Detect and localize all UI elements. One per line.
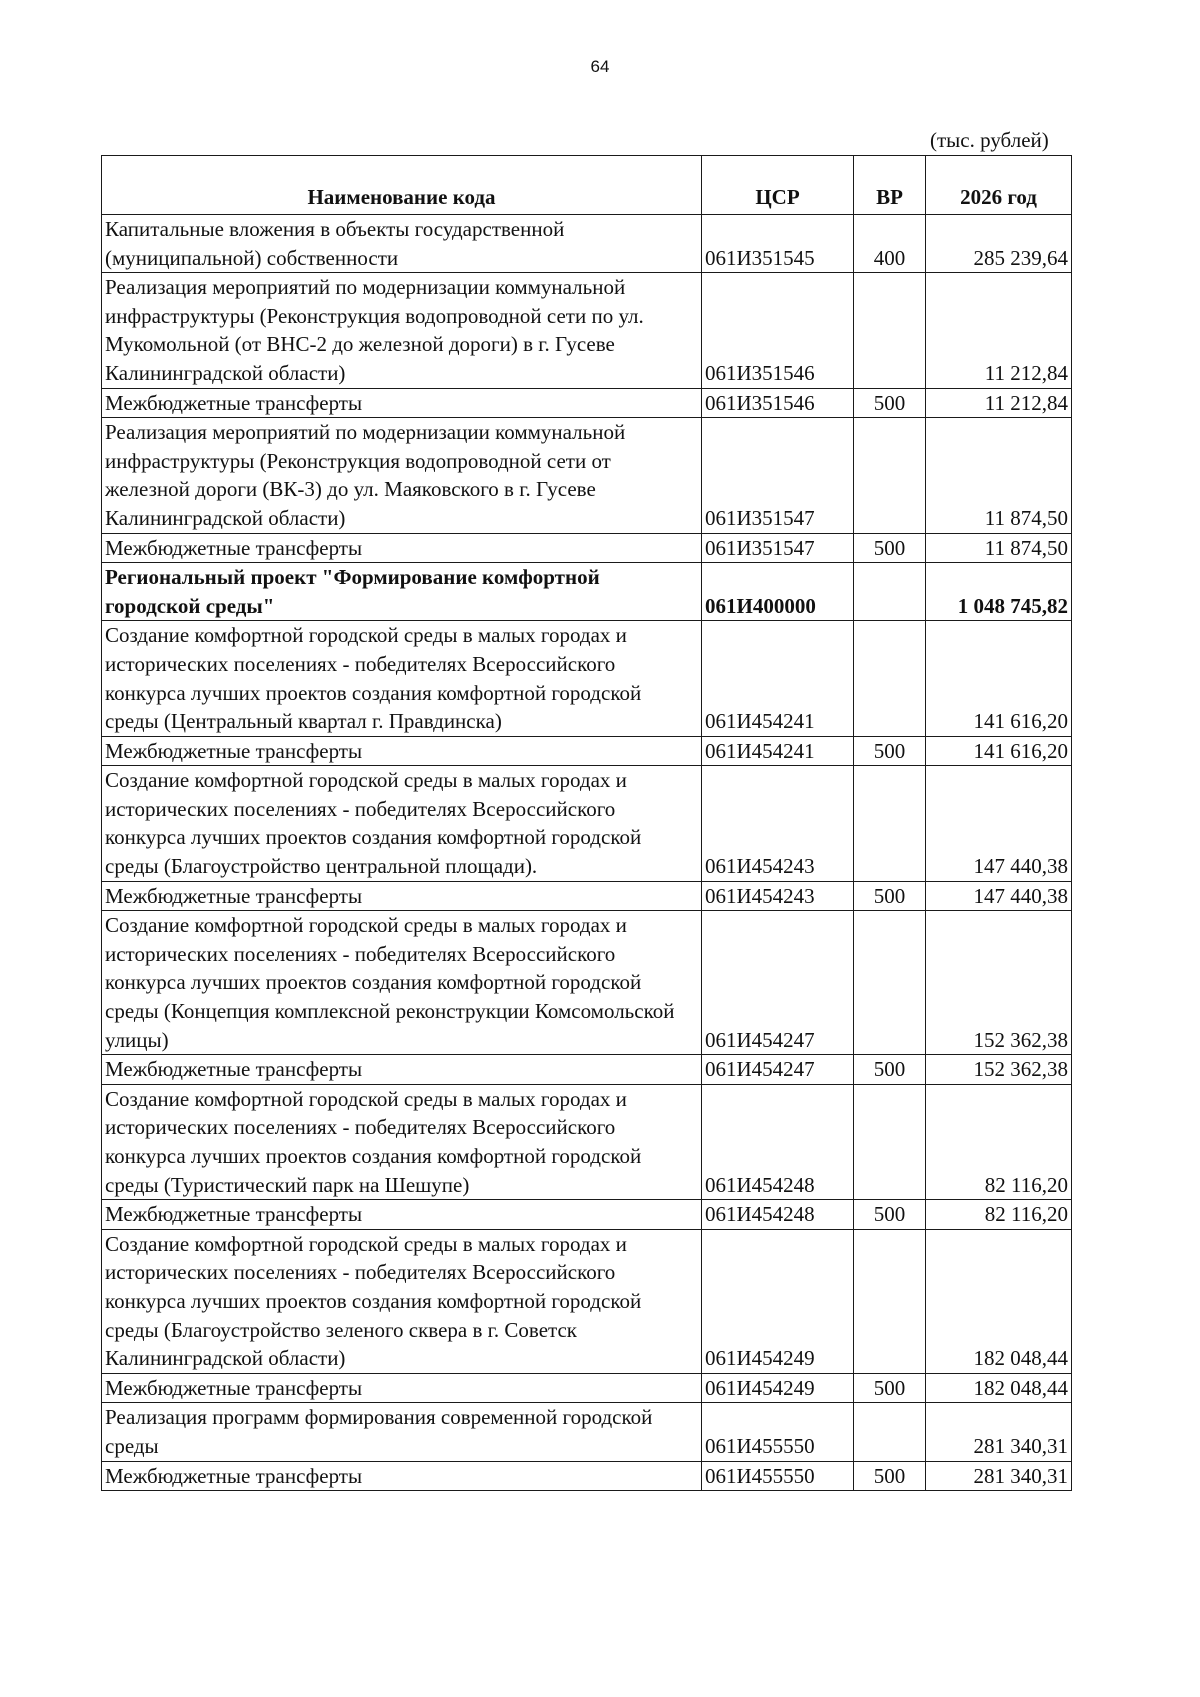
- table-row: [102, 533, 1072, 563]
- row-csr: 061И454241: [702, 621, 854, 736]
- row-amount: 285 239,64: [926, 215, 1072, 273]
- table-row: [102, 563, 1072, 621]
- row-amount: 147 440,38: [926, 881, 1072, 911]
- row-name: Создание комфортной городской среды в малых городах и исторических поселениях - победителях Всероссийского конкурса лучших проектов создания комфортной городской среды (Благоустройство центральной площади).: [102, 766, 702, 881]
- row-csr: 061И351545: [702, 215, 854, 273]
- table-row: [102, 1229, 1072, 1373]
- row-csr: 061И400000: [702, 563, 854, 621]
- row-name: Межбюджетные трансферты: [102, 736, 702, 766]
- row-vr: 500: [854, 533, 926, 563]
- row-amount: 82 116,20: [926, 1084, 1072, 1199]
- row-csr: 061И454241: [702, 736, 854, 766]
- row-name: Межбюджетные трансферты: [102, 1055, 702, 1085]
- row-name: Реализация мероприятий по модернизации коммунальной инфраструктуры (Реконструкция водопроводной сети от железной дороги (ВК-3) до ул. Маяковского в г. Гусеве Калининградской области): [102, 418, 702, 533]
- table-row: [102, 273, 1072, 388]
- row-vr: 500: [854, 388, 926, 418]
- row-vr: [854, 1403, 926, 1461]
- row-vr: [854, 418, 926, 533]
- row-amount: 182 048,44: [926, 1373, 1072, 1403]
- row-csr: 061И454248: [702, 1084, 854, 1199]
- table-row: [102, 388, 1072, 418]
- row-name: Создание комфортной городской среды в малых городах и исторических поселениях - победителях Всероссийского конкурса лучших проектов создания комфортной городской среды (Благоустройство зеленого сквера в г. Советск Калининградской области): [102, 1229, 702, 1373]
- table-row: [102, 1373, 1072, 1403]
- row-vr: 500: [854, 1373, 926, 1403]
- row-name: Межбюджетные трансферты: [102, 881, 702, 911]
- table-row: [102, 1055, 1072, 1085]
- row-amount: 11 212,84: [926, 388, 1072, 418]
- header-name: Наименование кода: [102, 156, 702, 215]
- row-csr: 061И351546: [702, 273, 854, 388]
- row-amount: 281 340,31: [926, 1403, 1072, 1461]
- row-amount: 141 616,20: [926, 621, 1072, 736]
- row-amount: 141 616,20: [926, 736, 1072, 766]
- row-amount: 82 116,20: [926, 1200, 1072, 1230]
- row-csr: 061И454247: [702, 911, 854, 1055]
- page-number: 64: [590, 57, 610, 76]
- row-vr: [854, 273, 926, 388]
- header-amount: 2026 год: [926, 156, 1072, 215]
- row-csr: 061И454249: [702, 1373, 854, 1403]
- table-row: [102, 418, 1072, 533]
- row-csr: 061И351547: [702, 418, 854, 533]
- row-name: Реализация мероприятий по модернизации коммунальной инфраструктуры (Реконструкция водопроводной сети по ул. Мукомольной (от ВНС-2 до железной дороги) в г. Гусеве Калининградской области): [102, 273, 702, 388]
- row-name: Создание комфортной городской среды в малых городах и исторических поселениях - победителях Всероссийского конкурса лучших проектов создания комфортной городской среды (Центральный квартал г. Правдинска): [102, 621, 702, 736]
- table-row: [102, 1403, 1072, 1461]
- row-name: Капитальные вложения в объекты государственной (муниципальной) собственности: [102, 215, 702, 273]
- row-vr: 500: [854, 736, 926, 766]
- row-vr: 500: [854, 1200, 926, 1230]
- table-row: [102, 1461, 1072, 1491]
- units-label: (тыс. рублей): [930, 128, 1049, 152]
- row-vr: 500: [854, 1461, 926, 1491]
- row-csr: 061И454243: [702, 881, 854, 911]
- row-vr: [854, 563, 926, 621]
- row-name: Межбюджетные трансферты: [102, 1200, 702, 1230]
- table-row: [102, 621, 1072, 736]
- row-csr: 061И455550: [702, 1461, 854, 1491]
- row-vr: 500: [854, 1055, 926, 1085]
- budget-table: [101, 155, 1072, 1491]
- row-amount: 182 048,44: [926, 1229, 1072, 1373]
- row-vr: 400: [854, 215, 926, 273]
- row-name: Создание комфортной городской среды в малых городах и исторических поселениях - победителях Всероссийского конкурса лучших проектов создания комфортной городской среды (Туристический парк на Шешупе): [102, 1084, 702, 1199]
- row-csr: 061И351546: [702, 388, 854, 418]
- row-amount: 281 340,31: [926, 1461, 1072, 1491]
- row-csr: 061И351547: [702, 533, 854, 563]
- row-csr: 061И454247: [702, 1055, 854, 1085]
- table-row: [102, 215, 1072, 273]
- row-csr: 061И454249: [702, 1229, 854, 1373]
- row-csr: 061И454243: [702, 766, 854, 881]
- row-amount: 11 874,50: [926, 418, 1072, 533]
- row-name: Межбюджетные трансферты: [102, 1461, 702, 1491]
- row-amount: 152 362,38: [926, 911, 1072, 1055]
- header-csr: ЦСР: [702, 156, 854, 215]
- row-amount: 152 362,38: [926, 1055, 1072, 1085]
- table-row: [102, 881, 1072, 911]
- table-row: [102, 766, 1072, 881]
- row-name: Межбюджетные трансферты: [102, 388, 702, 418]
- row-name: Межбюджетные трансферты: [102, 533, 702, 563]
- row-vr: [854, 766, 926, 881]
- row-csr: 061И454248: [702, 1200, 854, 1230]
- row-amount: 11 212,84: [926, 273, 1072, 388]
- table-row: [102, 911, 1072, 1055]
- row-vr: 500: [854, 881, 926, 911]
- table-row: [102, 1084, 1072, 1199]
- row-name: Региональный проект "Формирование комфортной городской среды": [102, 563, 702, 621]
- table-row: [102, 736, 1072, 766]
- row-name: Межбюджетные трансферты: [102, 1373, 702, 1403]
- row-vr: [854, 1229, 926, 1373]
- row-vr: [854, 621, 926, 736]
- row-amount: 1 048 745,82: [926, 563, 1072, 621]
- row-name: Реализация программ формирования современной городской среды: [102, 1403, 702, 1461]
- row-csr: 061И455550: [702, 1403, 854, 1461]
- row-amount: 11 874,50: [926, 533, 1072, 563]
- row-amount: 147 440,38: [926, 766, 1072, 881]
- header-vr: ВР: [854, 156, 926, 215]
- table-header-row: [102, 156, 1072, 215]
- row-name: Создание комфортной городской среды в малых городах и исторических поселениях - победителях Всероссийского конкурса лучших проектов создания комфортной городской среды (Концепция комплексной реконструкции Комсомольской улицы): [102, 911, 702, 1055]
- table-row: [102, 1200, 1072, 1230]
- row-vr: [854, 911, 926, 1055]
- row-vr: [854, 1084, 926, 1199]
